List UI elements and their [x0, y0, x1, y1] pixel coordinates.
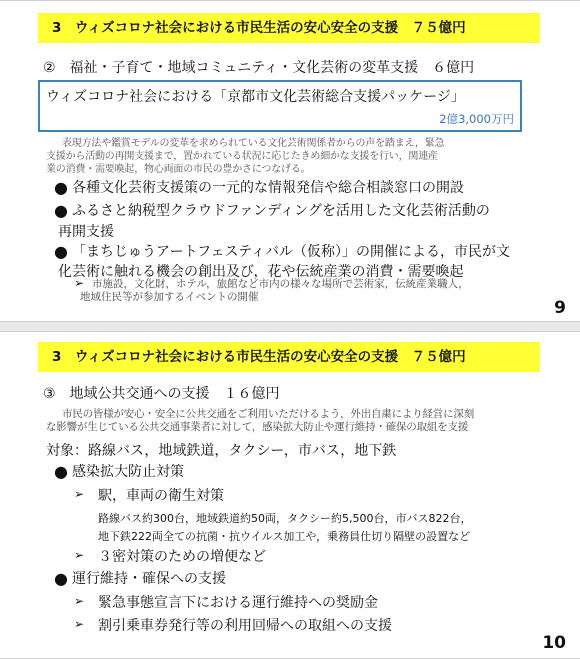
package-box	[38, 80, 522, 132]
arrow-bullet-icon: ➢	[74, 276, 85, 290]
bullet-text-continued: 化芸術に触れる機会の創出及び，花や伝統産業の消費・需要喚起	[58, 264, 464, 280]
bullet-text: 感染拡大防止対策	[72, 464, 184, 480]
intro-line: 支援から活動の再開支援まで，置かれている状況に応じたきめ細かな支援を行い，関連産	[46, 151, 438, 162]
package-amount: 2億3,000万円	[439, 112, 514, 126]
arrow-bullet-icon: ➢	[74, 487, 85, 501]
bullet-text: 運行維持・確保への支援	[72, 571, 226, 587]
bullet-item	[54, 178, 464, 197]
bullet-item	[54, 462, 184, 481]
arrow-bullet-icon: ➢	[74, 548, 85, 562]
page-number: 10	[542, 633, 566, 653]
bullet-dot-icon: ●	[54, 178, 68, 197]
bullet-item	[54, 569, 226, 588]
arrow-bullet-icon: ➢	[74, 617, 85, 631]
sub-bullet-line: 地域住民等が参加するイベントの開催	[80, 291, 259, 303]
bullet-dot-icon: ●	[54, 569, 68, 588]
intro-paragraph	[46, 408, 556, 434]
bullet-text-continued: 再開支援	[58, 224, 114, 240]
sub-bullet-line: 市施設，文化財，ホテル，旅館など市内の様々な場所で芸術家，伝統産業職人，	[92, 278, 469, 290]
detail-line: 地下鉄222両全ての抗菌・抗ウイルス加工や，乗務員仕切り隔壁の設置など	[98, 530, 471, 543]
sub-bullet	[80, 278, 469, 304]
sub-item: 割引乗車券発行等の利用回帰への取組への支援	[98, 618, 392, 634]
arrow-bullet-icon: ➢	[74, 594, 85, 608]
subheading: ③ 地域公共交通への支援 １６億円	[43, 386, 280, 402]
subheading: ② 福祉・子育て・地域コミュニティ・文化芸術の変革支援 ６億円	[43, 60, 475, 76]
slide-10	[0, 331, 580, 659]
page-number: 9	[554, 298, 566, 318]
bullet-text: 各種文化芸術支援策の一元的な情報発信や総合相談窓口の開設	[72, 180, 464, 196]
bullet-dot-icon: ●	[54, 201, 68, 220]
section-banner: 3 ウィズコロナ社会における市民生活の安心安全の支援 ７５億円	[38, 342, 540, 372]
intro-line: 業の消費・需要喚起，物心両面の市民の豊かさにつなげる。	[46, 164, 311, 175]
intro-line: な影響が生じている公共交通事業者に対して，感染拡大防止や運行維持・確保の取組を支援	[46, 421, 469, 433]
package-title: ウィズコロナ社会における「京都市文化芸術総合支援パッケージ」	[46, 89, 465, 105]
bullet-dot-icon: ●	[54, 242, 68, 261]
bullet-item	[54, 242, 511, 261]
section-banner: 3 ウィズコロナ社会における市民生活の安心安全の支援 ７５億円	[38, 13, 540, 43]
sub-item: 緊急事態宣言下における運行維持への奨励金	[98, 595, 378, 611]
detail-line: 路線バス約300台，地域鉄道約50両，タクシー約5,500台，市バス822台，	[98, 512, 472, 525]
bullet-item	[54, 201, 490, 220]
intro-line: 表現方法や鑑賞モデルの変革を求められている文化芸術関係者からの声を踏まえ，緊急	[62, 138, 445, 149]
bullet-dot-icon: ●	[54, 462, 68, 481]
sub-item: ３密対策のための増便など	[98, 549, 266, 565]
intro-paragraph	[46, 137, 546, 176]
intro-line: 市民の皆様が安心・安全に公共交通をご利用いただけるよう，外出自粛により経営に深刻	[62, 408, 474, 420]
slide-9	[0, 0, 580, 322]
sub-item: 駅，車両の衛生対策	[98, 488, 224, 504]
bullet-text: 「まちじゅうアートフェスティバル（仮称）」の開催による，市民が文	[72, 244, 511, 260]
target-line: 対象：路線バス，地域鉄道，タクシー，市バス，地下鉄	[46, 443, 397, 459]
bullet-text: ふるさと納税型クラウドファンディングを活用した文化芸術活動の	[72, 203, 490, 219]
